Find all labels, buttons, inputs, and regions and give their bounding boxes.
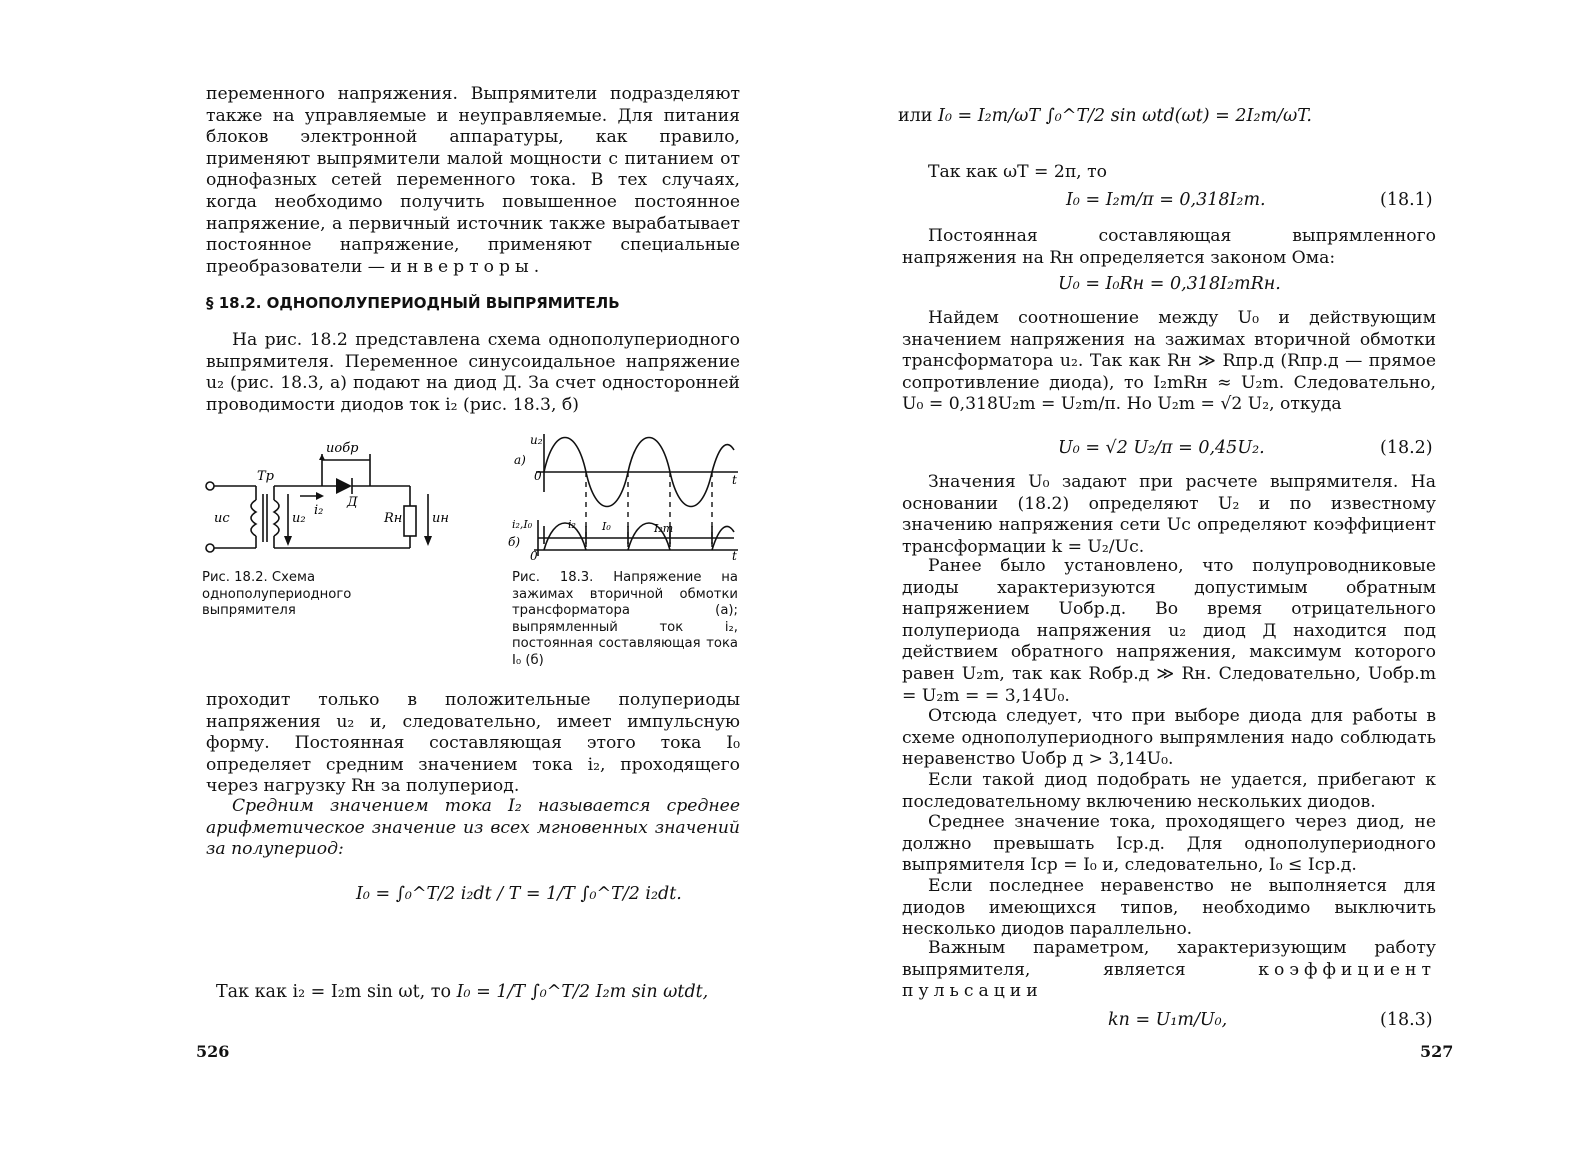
- formula-18-1: I₀ = I₂m/π = 0,318I₂m.: [1066, 190, 1266, 210]
- page-number: 527: [1420, 1042, 1454, 1061]
- label-tr: Тр: [257, 469, 274, 484]
- formula-substitution: [216, 982, 708, 1002]
- label-i2: i₂: [568, 518, 576, 531]
- paragraph-text: Важным параметром, характеризующим работу выпрямителя, является: [902, 938, 1436, 980]
- spaced-term: инверторы.: [390, 256, 545, 277]
- label-b: б): [508, 535, 521, 549]
- figure-18-3-waveforms: [506, 432, 746, 562]
- figure-caption-18-3: Рис. 18.3. Напряжение на зажимах вторичной обмотки трансформатора (а); выпрямленный ток i₂, постоянная составляющая тока I₀ (б): [512, 570, 738, 668]
- figure-18-2-circuit: [200, 441, 460, 561]
- section-heading: § 18.2. ОДНОПОЛУПЕРИОДНЫЙ ВЫПРЯМИТЕЛЬ: [206, 294, 620, 312]
- paragraph: Если такой диод подобрать не удается, прибегают к последовательному включению нескольких диодов.: [902, 770, 1436, 812]
- paragraph: Среднее значение тока, проходящего через диод, не должно превышать Iср.д. Для однополупериодного выпрямителя Iср = I₀ и, следовательно, I₀ ≤ Iср.д.: [902, 812, 1436, 876]
- label-t-a: t: [732, 473, 737, 487]
- formula-lead-text: Так как i₂ = I₂m sin ωt, то: [216, 982, 452, 1002]
- formula-expression: I₀ = 1/T ∫₀^T/2 I₂m sin ωtdt,: [456, 982, 709, 1002]
- formula-average-current: I₀ = ∫₀^T/2 i₂dt / T = 1/T ∫₀^T/2 i₂dt.: [356, 884, 682, 904]
- label-i2: i₂: [314, 503, 324, 518]
- paragraph: Отсюда следует, что при выборе диода для работы в схеме однополупериодного выпрямления надо соблюдать неравенство Uобр д > 3,14U₀.: [902, 706, 1436, 770]
- formula-18-2: U₀ = √2 U₂/π = 0,45U₂.: [1058, 438, 1265, 458]
- equation-number: (18.1): [1380, 190, 1433, 210]
- right-page: [792, 0, 1584, 1153]
- label-i2m: I₂m: [654, 522, 674, 535]
- spaced-term: коэффициент пульсации: [902, 959, 1437, 1002]
- label-t-b: t: [732, 549, 737, 563]
- formula-18-3: kп = U₁m/U₀,: [1108, 1010, 1228, 1030]
- equation-number: (18.3): [1380, 1010, 1433, 1030]
- label-u2: u₂: [530, 433, 543, 447]
- label-uc: uс: [214, 511, 230, 526]
- paragraph: проходит только в положительные полупериоды напряжения u₂ и, следовательно, имеет импульсную форму. Постоянная составляющая этого тока I₀ определяет средним значением тока i₂, проходящего через нагрузку Rн за полупериод.: [206, 690, 740, 797]
- figure-caption-18-2: Рис. 18.2. Схема однополупериодного выпрямителя: [202, 570, 352, 618]
- paragraph: На рис. 18.2 представлена схема однополупериодного выпрямителя. Переменное синусоидальное напряжение u₂ (рис. 18.3, а) подают на диод Д. За счет односторонней проводимости диодов ток i₂ (рис. 18.3, б): [206, 330, 740, 415]
- label-zero-b: 0: [530, 549, 538, 563]
- paragraph: [902, 938, 1436, 1003]
- definition-paragraph: Средним значением тока I₂ называется среднее арифметическое значение из всех мгновенных значений за полупериод:: [206, 796, 740, 860]
- label-i2-i0: i₂,I₀: [512, 518, 533, 531]
- paragraph: Если последнее неравенство не выполняется для диодов имеющихся типов, необходимо выключить несколько диодов параллельно.: [902, 876, 1436, 940]
- formula-lead-text: или: [898, 106, 933, 126]
- label-u-obr: uобр: [326, 441, 359, 456]
- paragraph: Значения U₀ задают при расчете выпрямителя. На основании (18.2) определяют U₂ и по известному значению напряжения сети Uс определяют коэффициент трансформации k = U₂/Uс.: [902, 472, 1436, 557]
- paragraph: Постоянная составляющая выпрямленного напряжения на Rн определяется законом Ома:: [902, 226, 1436, 268]
- page-number: 526: [196, 1042, 230, 1061]
- diode-symbol: [336, 478, 352, 494]
- paragraph: [206, 84, 740, 278]
- paragraph: Найдем соотношение между U₀ и действующим значением напряжения на зажимах вторичной обмотки трансформатора u₂. Так как Rн ≫ Rпр.д (Rпр.д — прямое сопротивление диода), то I₂mRн ≈ U₂m. Следовательно, U₀ = 0,318U₂m = U₂m/π. Но U₂m = √2 U₂, откуда: [902, 308, 1436, 415]
- formula-i0-integral: [898, 106, 1312, 126]
- paragraph: Ранее было установлено, что полупроводниковые диоды характеризуются допустимым обратным напряжением Uобр.д. Во время отрицательного полупериода напряжения u₂ диод Д находится под действием обратного напряжения, максимум которого равен U₂m, так как Rобр.д ≫ Rн. Следовательно, Uобр.m = U₂m = = 3,14U₀.: [902, 556, 1436, 706]
- label-zero-a: 0: [534, 469, 542, 483]
- paragraph-text: переменного напряжения. Выпрямители подразделяют также на управляемые и неуправляемые. Для питания блоков электронной аппаратуры, как правило, применяют выпрямители малой мощности с питанием от однофазных сетей переменного тока. В тех случаях, когда необходимо получить повышенное постоянное напряжение, а первичный источник также вырабатывает постоянное напряжение, применяют специальные преобразователи —: [206, 84, 740, 277]
- formula-u0-ohm: U₀ = I₀Rн = 0,318I₂mRн.: [1058, 274, 1281, 294]
- label-a: а): [514, 453, 526, 467]
- paragraph: Так как ωT = 2π, то: [928, 162, 1107, 182]
- equation-number: (18.2): [1380, 438, 1433, 458]
- label-i0: I₀: [602, 520, 611, 533]
- label-u2: u₂: [292, 511, 306, 526]
- label-rn: Rн: [384, 511, 403, 526]
- formula-expression: I₀ = I₂m/ωT ∫₀^T/2 sin ωtd(ωt) = 2I₂m/ωT.: [938, 106, 1312, 126]
- label-d: Д: [347, 495, 358, 510]
- label-un: uн: [432, 511, 449, 526]
